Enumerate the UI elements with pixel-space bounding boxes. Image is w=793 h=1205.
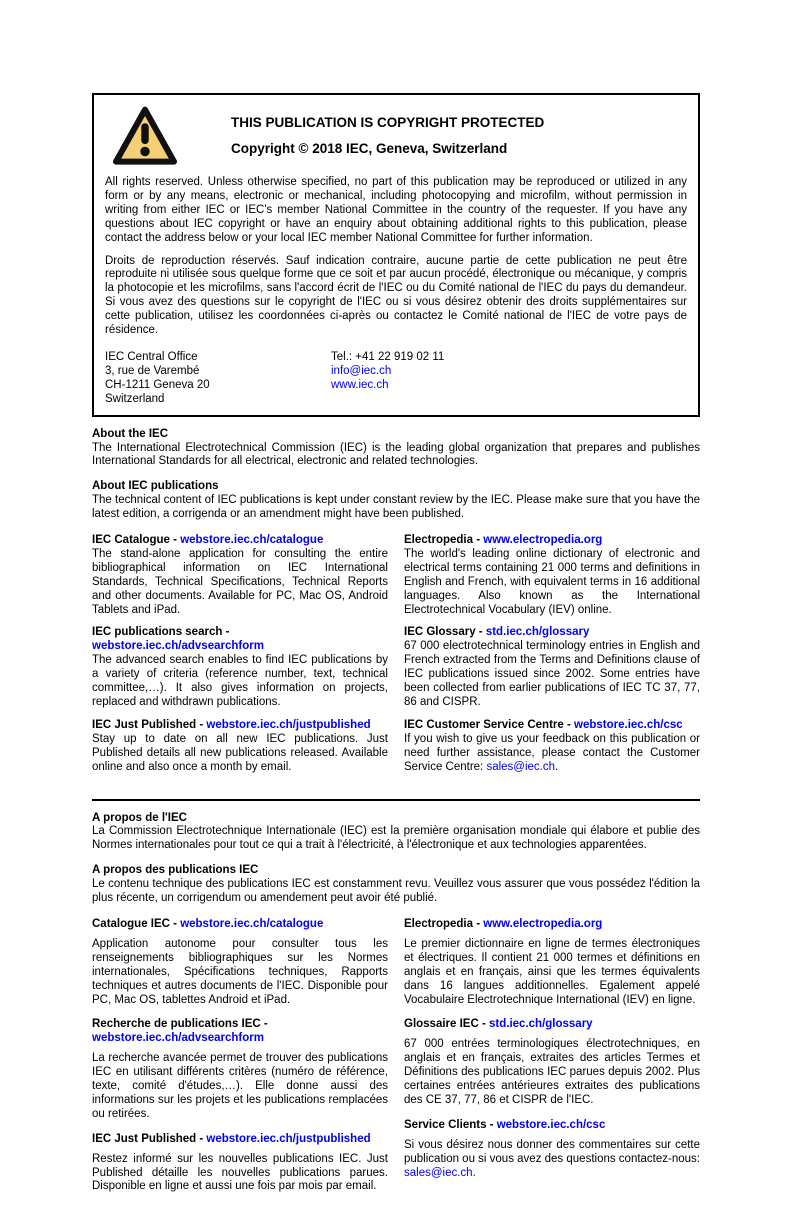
address-line: 3, rue de Varembé <box>105 364 200 377</box>
about-publications-body: The technical content of IEC publications is kept under constant review by the IEC. Please make sure that you have the latest edition, a corrigenda or an amendment might have been published. <box>92 494 700 521</box>
french-section <box>92 812 700 1205</box>
resource-glossaire-iec <box>404 1018 700 1107</box>
sales-email-link-fr[interactable]: sales@iec.ch <box>404 1166 473 1179</box>
about-iec-body: The International Electrotechnical Commission (IEC) is the leading global organization that prepares and publishes International Standards for all electrical, electronic and related technologies. <box>92 441 700 468</box>
info-email-link[interactable]: info@iec.ch <box>331 364 392 377</box>
sales-email-link[interactable]: sales@iec.ch <box>486 760 556 773</box>
resource-electropedia <box>404 534 700 617</box>
postal-address <box>105 351 331 407</box>
resource-title: Service Clients - <box>404 1118 497 1131</box>
a-propos-publications-heading: A propos des publications IEC <box>92 864 259 877</box>
resource-body: 67 000 entrées terminologiques électrotechniques, en anglais et en français, extraites des articles Termes et Définitions des publications IEC parues depuis 2002. Plus certaines entrées antérieures extraites des publications des CE 37, 77, 86 et CISPR de l'IEC. <box>404 1038 700 1106</box>
english-section <box>92 428 700 784</box>
resource-electropedia-fr <box>404 918 700 1007</box>
english-left-column <box>92 534 388 784</box>
resource-title: IEC Customer Service Centre - <box>404 718 575 731</box>
resource-title: IEC Just Published - <box>92 1132 207 1145</box>
iec-website-link[interactable]: www.iec.ch <box>331 378 389 391</box>
phone-number: Tel.: +41 22 919 02 11 <box>331 350 445 363</box>
resource-iec-glossary <box>404 626 700 709</box>
resource-customer-service <box>404 719 700 775</box>
resource-body: La recherche avancée permet de trouver des publications IEC en utilisant différents critères (numéro de référence, texte, comité d'études,…). Elle donne aussi des informations sur les projets et les publications remplacées ou retirées. <box>92 1052 388 1120</box>
resource-body: Stay up to date on all new IEC publications. Just Published details all new publications released. Available online and also once a month by email. <box>92 732 388 773</box>
resource-service-clients <box>404 1119 700 1181</box>
resource-body: 67 000 electrotechnical terminology entries in English and French extracted from the Terms and Definitions clause of IEC publications issued since 2002. Some entries have been collected from earlier publications of IEC TC 37, 77, 86 and CISPR. <box>404 640 700 708</box>
glossary-link[interactable]: std.iec.ch/glossary <box>485 626 590 639</box>
copyright-notice-fr: Droits de reproduction réservés. Sauf indication contraire, aucune partie de cette publication ne peut être reproduite ni utilisée sous quelque forme que ce soit et par aucun procédé, électronique ou mécanique, y compris la photocopie et les microfilms, sans l'accord écrit de l'IEC ou du Comité national de l'IEC du pays du demandeur. Si vous avez des questions sur le copyright de l'IEC ou si vous désirez obtenir des droits supplémentaires sur cette publication, utilisez les coordonnées ci-après ou contactez le Comité national de l'IEC de votre pays de résidence. <box>105 254 687 337</box>
about-iec-heading: About the IEC <box>92 427 169 440</box>
a-propos-iec-body: La Commission Electrotechnique Internationale (IEC) est la première organisation mondiale qui élabore et publie des Normes internationales pour tout ce qui a trait à l'électricité, à l'électronique et aux technologies apparentées. <box>92 825 700 852</box>
copyright-box-header <box>105 103 687 167</box>
address-line: CH-1211 Geneva 20 <box>105 378 210 391</box>
resource-title: IEC publications search - <box>92 626 230 639</box>
resource-recherche-publications <box>92 1018 388 1121</box>
contact-details <box>331 351 444 407</box>
resource-body-suffix: . <box>555 760 559 773</box>
electropedia-link[interactable]: www.electropedia.org <box>483 534 603 547</box>
csc-link[interactable]: webstore.iec.ch/csc <box>574 718 683 731</box>
a-propos-iec-heading: A propos de l'IEC <box>92 811 187 824</box>
electropedia-link-fr[interactable]: www.electropedia.org <box>483 917 603 930</box>
resource-body: Le premier dictionnaire en ligne de termes électroniques et électriques. Il contient 21 000 termes et définitions en anglais et en français, ainsi que les termes équivalents dans 16 langues additionnelles. Egalement appelé Vocabulaire Electrotechnique International (IEV) en ligne. <box>404 937 700 1006</box>
copyright-notice-en: All rights reserved. Unless otherwise specified, no part of this publication may be reproduced or utilized in any form or by any means, electronic or mechanical, including photocopying and microfilm, without permission in writing from either IEC or IEC's member National Committee in the country of the requester. If you have any questions about IEC copyright or have an enquiry about obtaining additional rights to this publication, please contact the address below or your local IEC member National Committee for further information. <box>105 176 687 244</box>
resource-title: IEC Just Published - <box>92 718 207 731</box>
resource-body: Application autonome pour consulter tous les renseignements bibliographiques sur les Normes internationales, Spécifications techniques, Rapports techniques et autres documents de l'IEC. Disponible pour PC, Mac OS, tablettes Android et iPad. <box>92 937 388 1006</box>
resource-title: IEC Catalogue - <box>92 534 181 547</box>
resource-body: The world's leading online dictionary of electronic and electrical terms containing 21 000 terms and definitions in English and French, with equivalent terms in 16 additional languages. Also known as the International Electrotechnical Vocabulary (IEV) online. <box>404 547 700 616</box>
address-line: IEC Central Office <box>105 350 198 363</box>
copyright-subtitle: Copyright © 2018 IEC, Geneva, Switzerland <box>231 141 508 156</box>
french-left-column <box>92 918 388 1205</box>
english-resource-columns <box>92 534 700 784</box>
section-divider <box>92 799 700 801</box>
justpublished-link[interactable]: webstore.iec.ch/justpublished <box>206 718 371 731</box>
catalogue-link-fr[interactable]: webstore.iec.ch/catalogue <box>180 917 324 930</box>
resource-title: Electropedia - <box>404 534 484 547</box>
english-right-column <box>404 534 700 784</box>
resource-title: Recherche de publications IEC - <box>92 1018 268 1031</box>
copyright-title: THIS PUBLICATION IS COPYRIGHT PROTECTED <box>231 114 545 130</box>
a-propos-publications-body: Le contenu technique des publications IEC est constamment revu. Veuillez vous assurer que vous possédez l'édition la plus récente, un corrigendum ou amendement peut avoir été publié. <box>92 878 700 905</box>
resource-title: IEC Glossary - <box>404 626 486 639</box>
advsearch-link[interactable]: webstore.iec.ch/advsearchform <box>92 640 264 653</box>
catalogue-link[interactable]: webstore.iec.ch/catalogue <box>180 534 324 547</box>
french-resource-columns <box>92 918 700 1205</box>
contact-block <box>105 351 687 407</box>
resource-title: Catalogue IEC - <box>92 917 181 930</box>
resource-publications-search <box>92 626 388 709</box>
resource-body: Restez informé sur les nouvelles publications IEC. Just Published détaille les nouvelles publications parues. Disponible en ligne et aussi une fois par mois par email. <box>92 1152 388 1193</box>
resource-body: The advanced search enables to find IEC publications by a variety of criteria (reference number, text, technical committee,…). It also gives information on projects, replaced and withdrawn publications. <box>92 654 388 708</box>
resource-body: If you wish to give us your feedback on this publication or need further assistance, please contact the Customer Service Centre: <box>404 732 700 773</box>
justpublished-link-fr[interactable]: webstore.iec.ch/justpublished <box>206 1132 371 1145</box>
resource-body: Si vous désirez nous donner des commentaires sur cette publication ou si vous avez des questions contactez-nous: <box>404 1138 700 1165</box>
resource-just-published-fr <box>92 1133 388 1195</box>
copyright-box-titles <box>231 110 544 163</box>
resource-body-suffix: . <box>472 1166 476 1179</box>
about-publications-heading: About IEC publications <box>92 480 219 493</box>
resource-title: Electropedia - <box>404 917 484 930</box>
resource-title: Glossaire IEC - <box>404 1018 490 1031</box>
resource-catalogue-iec <box>92 918 388 1007</box>
glossary-link-fr[interactable]: std.iec.ch/glossary <box>489 1018 593 1031</box>
csc-link-fr[interactable]: webstore.iec.ch/csc <box>496 1118 606 1131</box>
address-line: Switzerland <box>105 392 165 405</box>
resource-just-published <box>92 719 388 775</box>
warning-triangle-icon <box>111 105 179 167</box>
advsearch-link-fr[interactable]: webstore.iec.ch/advsearchform <box>92 1032 264 1045</box>
resource-iec-catalogue <box>92 534 388 617</box>
french-right-column <box>404 918 700 1205</box>
copyright-box <box>92 93 700 417</box>
resource-body: The stand-alone application for consulting the entire bibliographical information on IEC International Standards, Technical Specifications, Technical Reports and other documents. Available for PC, Mac OS, Android Tablets and iPad. <box>92 547 388 616</box>
